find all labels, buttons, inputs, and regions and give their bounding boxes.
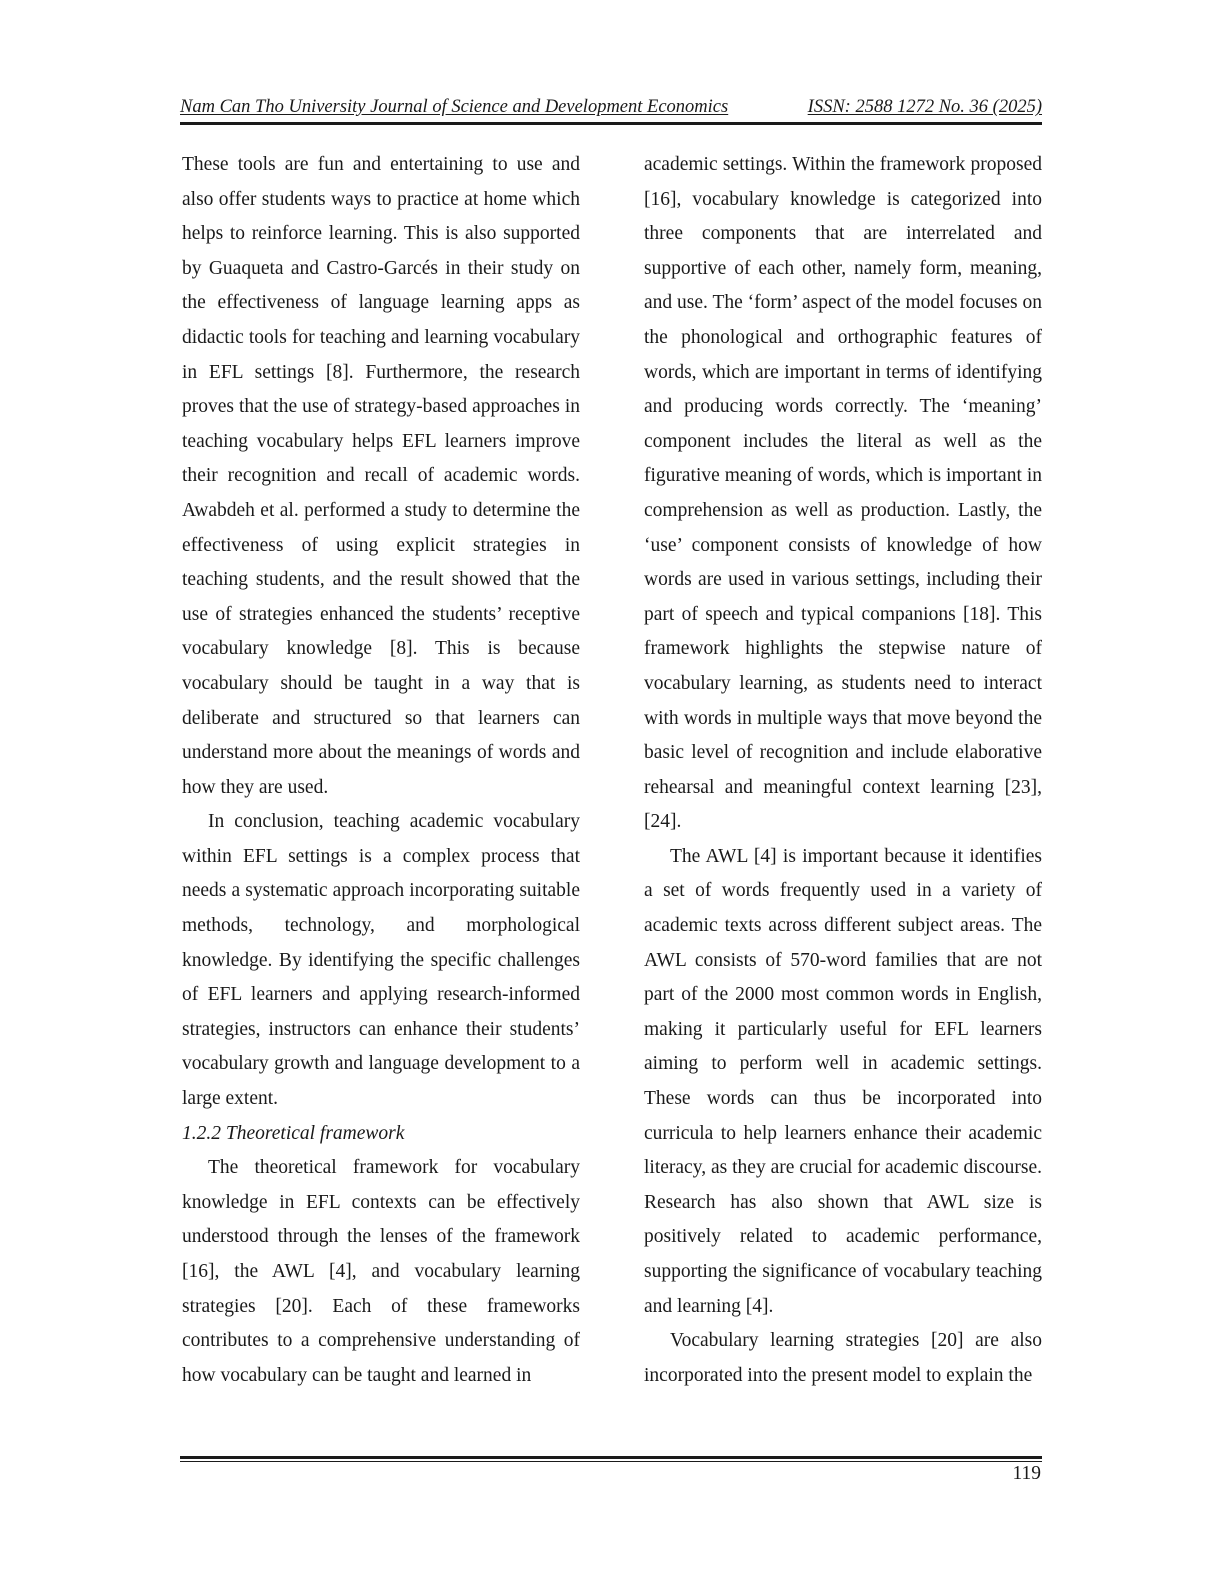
right-column [644, 148, 1042, 1393]
footer-rule-thin [180, 1461, 1042, 1462]
page-number: 119 [1012, 1463, 1041, 1484]
footer-rule [180, 1456, 1042, 1459]
running-header [180, 97, 1042, 121]
paragraph: The AWL [4] is important because it identifies a set of words frequently used in a variety of academic texts across different subject areas. The AWL consists of 570-word families that are not part of the 2000 most common words in English, making it particularly useful for EFL learners aiming to perform well in academic settings. These words can thus be incorporated into curricula to help learners enhance their academic literacy, as they are crucial for academic discourse. Research has also shown that AWL size is positively related to academic performance, supporting the significance of vocabulary teaching and learning [4]. [644, 845, 1042, 1317]
journal-title: Nam Can Tho University Journal of Science and Development Economics [180, 97, 729, 117]
issn-issue: ISSN: 2588 1272 No. 36 (2025) [807, 97, 1042, 117]
header-rule [180, 122, 1042, 125]
left-column [182, 148, 580, 1393]
paragraph: In conclusion, teaching academic vocabulary within EFL settings is a complex process that needs a systematic approach incorporating suitable methods, technology, and morphological knowledge. By identifying the specific challenges of EFL learners and applying research-informed strategies, instructors can enhance their students’ vocabulary growth and language development to a large extent. [182, 811, 580, 1110]
paragraph: The theoretical framework for vocabulary knowledge in EFL contexts can be effectively understood through the lenses of the framework [16], the AWL [4], and vocabulary learning strategies [20]. Each of these frameworks contributes to a comprehensive understanding of how vocabulary can be taught and learned in [182, 1157, 580, 1386]
paragraph: academic settings. Within the framework proposed [16], vocabulary knowledge is categorized into three components that are interrelated and supportive of each other, namely form, meaning, and use. The ‘form’ aspect of the model focuses on the phonological and orthographic features of words, which are important in terms of identifying and producing words correctly. The ‘meaning’ component includes the literal as well as the figurative meaning of words, which is important in comprehension as well as production. Lastly, the ‘use’ component consists of knowledge of how words are used in various settings, including their part of speech and typical companions [18]. This framework highlights the stepwise nature of vocabulary learning, as students need to interact with words in multiple ways that move beyond the basic level of recognition and include elaborative rehearsal and meaningful context learning [23], [24]. [644, 154, 1042, 833]
paragraph: These tools are fun and entertaining to use and also offer students ways to practice at home which helps to reinforce learning. This is also supported by Guaqueta and Castro-Garcés in their study on the effectiveness of language learning apps as didactic tools for teaching and learning vocabulary in EFL settings [8]. Furthermore, the research proves that the use of strategy-based approaches in teaching vocabulary helps EFL learners improve their recognition and recall of academic words. Awabdeh et al. performed a study to determine the effectiveness of using explicit strategies in teaching students, and the result showed that the use of strategies enhanced the students’ receptive vocabulary knowledge [8]. This is because vocabulary should be taught in a way that is deliberate and structured so that learners can understand more about the meanings of words and how they are used. [182, 154, 580, 798]
paragraph: Vocabulary learning strategies [20] are also incorporated into the present model to explain the [644, 1330, 1042, 1386]
section-heading: 1.2.2 Theoretical framework [182, 1122, 405, 1144]
